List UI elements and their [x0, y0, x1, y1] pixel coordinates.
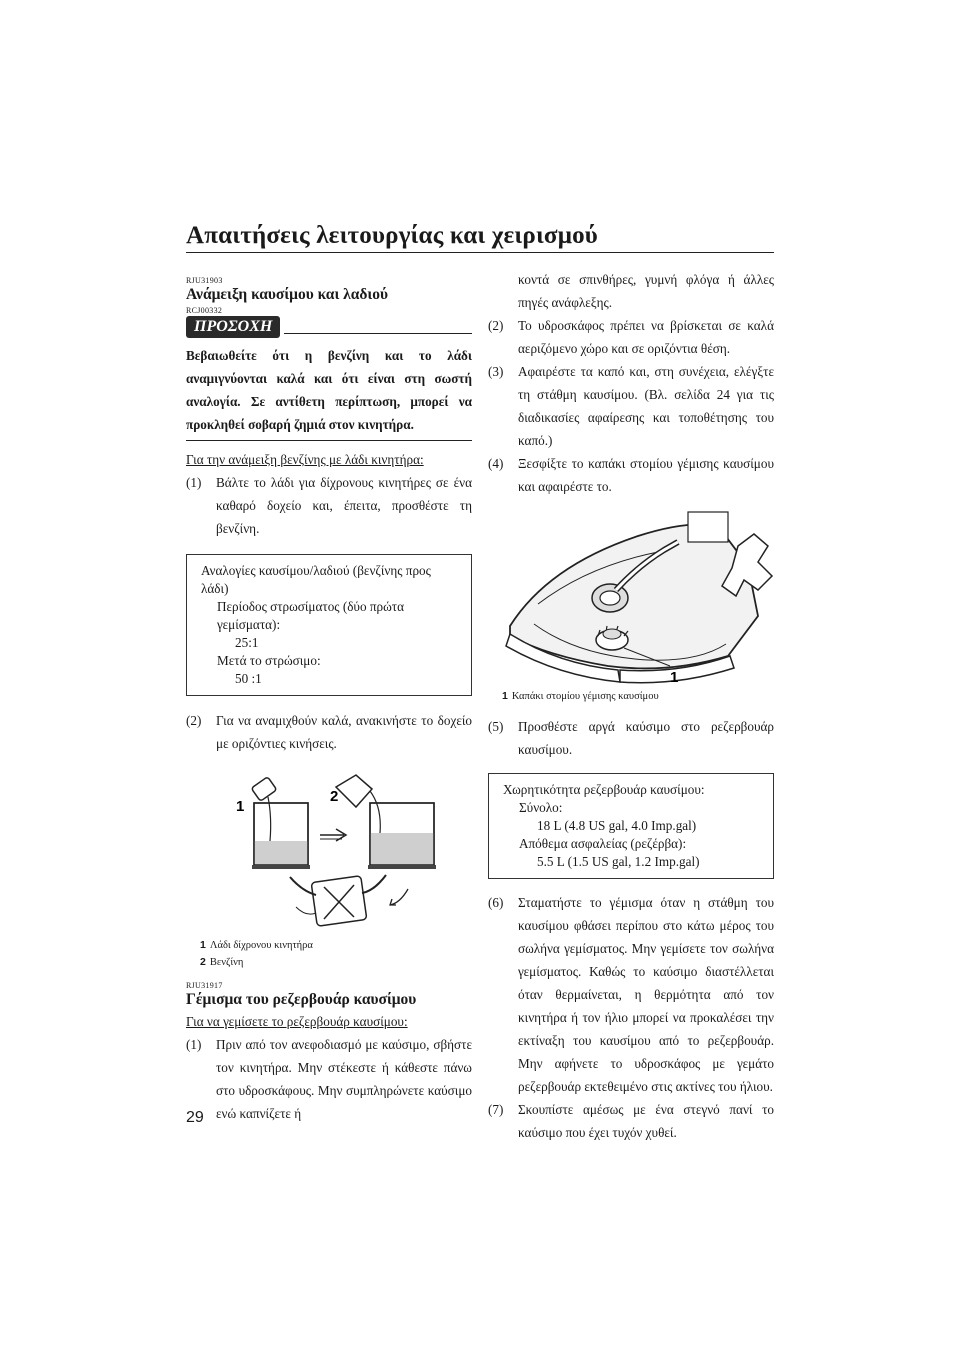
step-number: (5) [488, 719, 504, 734]
right-column [488, 268, 774, 1144]
step-text: Σκουπίστε αμέσως με ένα στεγνό πανί το καύσιμο που έχει τυχόν χυθεί. [518, 1102, 774, 1140]
capacity-title: Χωρητικότητα ρεζερβουάρ καυσίμου: [503, 782, 705, 797]
fuel-cap-figure [488, 506, 774, 688]
capacity-box [488, 773, 774, 879]
caption-text: Λάδι δίχρονου κινητήρα [209, 940, 313, 951]
caption-text: Βενζίνη [209, 957, 244, 968]
after-break-in-label: Μετά το στρώσιμο: [217, 653, 321, 668]
caption-number: 2 [200, 956, 206, 968]
step-number: (2) [488, 318, 504, 333]
caution-badge: ΠΡΟΣΟΧΗ [186, 316, 280, 338]
shaking-container-icon [290, 875, 408, 926]
caution-code: RCJ00332 [186, 306, 223, 315]
refueling-step-3 [488, 360, 774, 452]
step-text: Πριν από τον ανεφοδιασμό με καύσιμο, σβήστε τον κινητήρα. Μην στέκεστε ή κάθεστε πάνω στο υδροσκάφους. Μην συμπληρώνετε καύσιμο ενώ καπνίζετε ή [216, 1037, 472, 1121]
section-code: RJU31917 [186, 981, 223, 990]
section-title-refueling: Γέμισμα του ρεζερβουάρ καυσίμου [186, 991, 417, 1008]
step-text: Για να αναμιχθούν καλά, ανακινήστε το δοχείο με οριζόντιες κινήσεις. [216, 713, 472, 751]
figure-callout: 1 [670, 669, 679, 686]
page-header [186, 222, 774, 253]
figure-callout: 1 [236, 798, 245, 815]
caution-header [186, 316, 472, 338]
refueling-step-2 [488, 314, 774, 360]
figure-callout: 2 [330, 788, 339, 805]
reserve-value: 5.5 L (1.5 US gal, 1.2 Imp.gal) [537, 854, 700, 869]
mixing-intro: Για την ανάμειξη βενζίνης με λάδι κινητήρα: [186, 452, 424, 467]
step-number: (4) [488, 456, 504, 471]
figure-caption [488, 688, 774, 705]
caption-text: Καπάκι στομίου γέμισης καυσίμου [511, 691, 659, 702]
step-text: Αφαιρέστε τα καπό και, στη συνέχεια, ελέγξτε τη στάθμη καυσίμου. (Βλ. σελίδα 24 για τις διαδικασίες αφαίρεσης και τοποθέτησης του καπό.) [518, 364, 774, 448]
step-text: Το υδροσκάφος πρέπει να βρίσκεται σε καλά αεριζόμενο χώρο και σε οριζόντια θέση. [518, 318, 774, 356]
total-value: 18 L (4.8 US gal, 4.0 Imp.gal) [537, 818, 697, 833]
step-number: (2) [186, 713, 202, 728]
ratio-box [186, 554, 472, 696]
step-text: Σταματήστε το γέμισμα όταν η στάθμη του καυσίμου φθάσει περίπου στο κάτω μέρος του σωλήνα γεμίσματος. Μην γεμίσετε τον σωλήνα γεμίσματος. Καθώς το καύσιμο διαστέλλεται όταν θερμαίνεται, η θερμότητα από τον κινητήρα ή τον ήλιο μπορεί να προκαλέσει την εκτίναξη του καυσίμου από το ρεζερβουάρ. Μην αφήνετε το υδροσκάφος με γεμάτο ρεζερβουάρ εκτεθειμένο στις ακτίνες του ήλιου. [518, 895, 774, 1094]
step-text: Βάλτε το λάδι για δίχρονους κινητήρες σε ένα καθαρό δοχείο και, έπειτα, προσθέστε τη βενζίνη. [216, 475, 472, 536]
mixing-figure [186, 767, 472, 937]
refueling-step-5 [488, 715, 774, 761]
after-break-in-value: 50 :1 [235, 671, 262, 686]
caption-number: 1 [502, 690, 508, 702]
mixing-illustration [186, 767, 472, 937]
step-number: (3) [488, 364, 504, 379]
mixing-step-1 [186, 471, 472, 540]
refueling-step-6 [488, 891, 774, 1098]
caution-text: Βεβαιωθείτε ότι η βενζίνη και το λάδι αναμιγνύονται καλά και ότι είναι στη σωστή αναλογία. Σε αντίθετη περίπτωση, μπορεί να προκληθεί σοβαρή ζημιά στον κινητήρα. [186, 344, 472, 441]
step-number: (1) [186, 1037, 202, 1052]
reserve-label: Απόθεμα ασφαλείας (ρεζέρβα): [519, 836, 687, 851]
refueling-intro: Για να γεμίσετε το ρεζερβουάρ καυσίμου: [186, 1014, 408, 1029]
arrow-right-icon [320, 829, 346, 841]
refueling-step-7 [488, 1098, 774, 1144]
section-code: RJU31903 [186, 276, 223, 285]
page-number: 29 [186, 1109, 204, 1126]
ratio-title: Αναλογίες καυσίμου/λαδιού (βενζίνης προς λάδι) [201, 563, 431, 596]
break-in-label: Περίοδος στρωσίματος (δύο πρώτα γεμίσματα): [217, 599, 404, 632]
caution-rule [284, 333, 472, 334]
mixing-step-2 [186, 709, 472, 755]
refueling-step-4 [488, 452, 774, 498]
step-number: (6) [488, 895, 504, 910]
step-number: (1) [186, 475, 202, 490]
figure-caption [186, 954, 472, 971]
refueling-step-1 [186, 1033, 472, 1125]
caption-number: 1 [200, 939, 206, 951]
oil-container-icon [252, 803, 310, 869]
fuel-cap-illustration [488, 506, 774, 688]
fuel-container-icon [368, 803, 436, 869]
step-text: Προσθέστε αργά καύσιμο στο ρεζερβουάρ καυσίμου. [518, 719, 774, 757]
figure-caption [186, 937, 472, 954]
watercraft-hull-icon [506, 512, 772, 683]
break-in-value: 25:1 [235, 635, 259, 650]
section-title-mixing: Ανάμειξη καυσίμου και λαδιού [186, 286, 389, 303]
step-number: (7) [488, 1102, 504, 1117]
left-column [186, 270, 472, 1125]
page-title: Απαιτήσεις λειτουργίας και χειρισμού [186, 222, 598, 249]
refueling-step-1-continued: κοντά σε σπινθήρες, γυμνή φλόγα ή άλλες πηγές ανάφλεξης. [518, 272, 774, 310]
step-text: Ξεσφίξτε το καπάκι στομίου γέμισης καυσίμου και αφαιρέστε το. [518, 456, 774, 494]
total-label: Σύνολο: [519, 800, 563, 815]
